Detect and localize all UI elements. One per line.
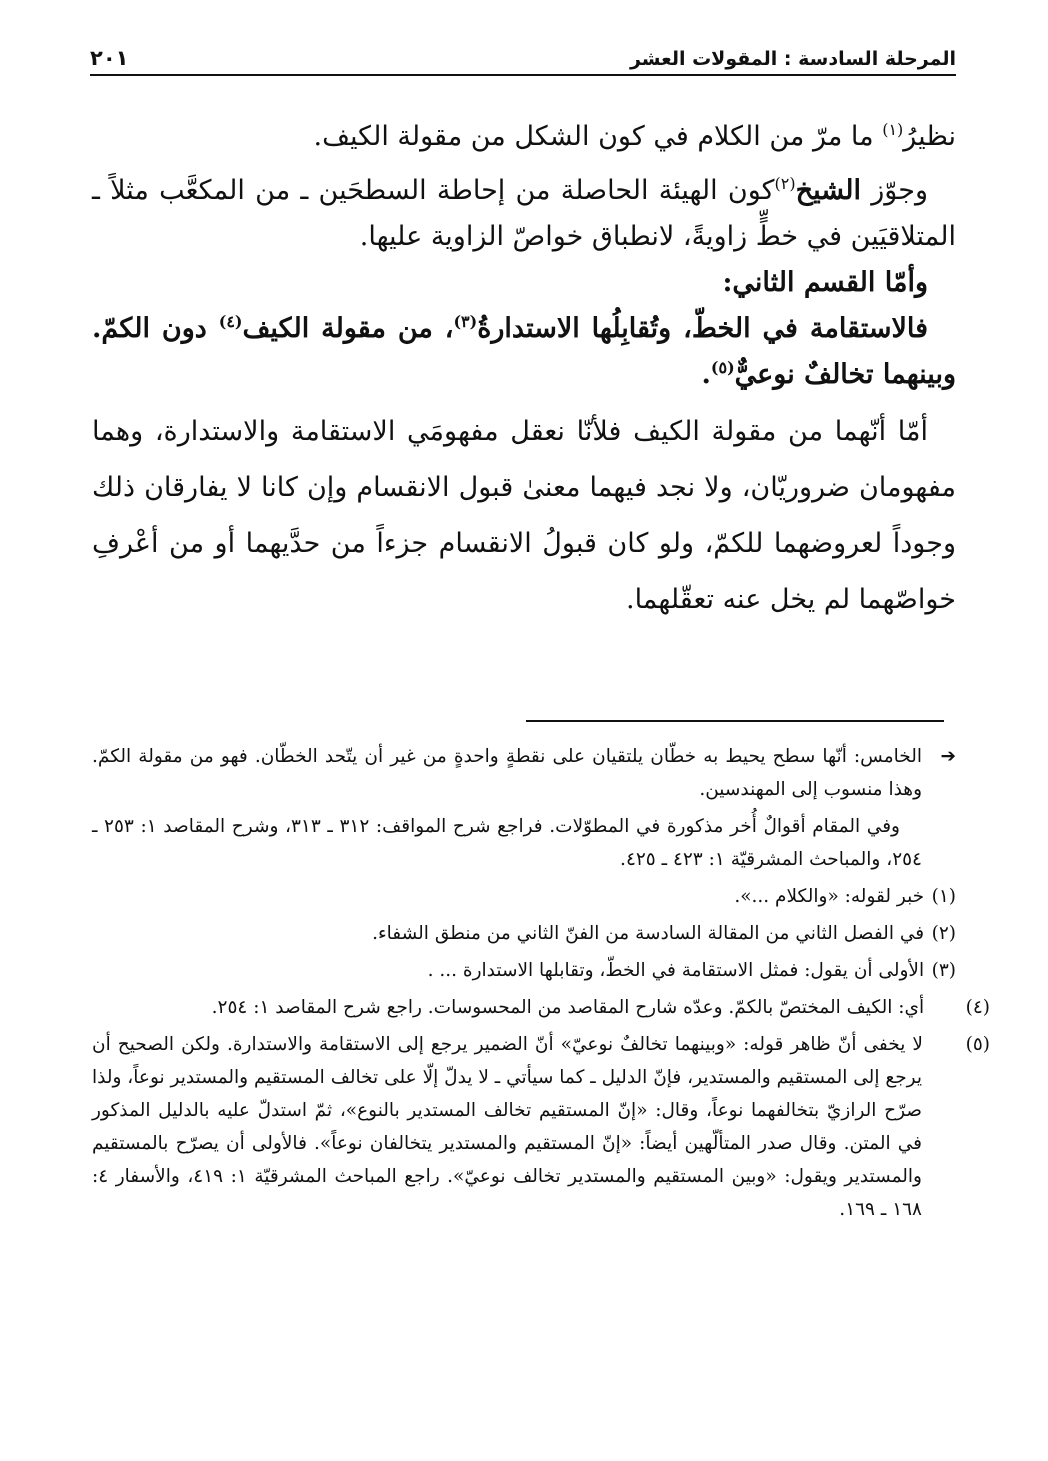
footnote-number: (٢) <box>931 923 956 944</box>
footnote-number: (٤) <box>965 997 990 1018</box>
footnote-ref-4: (٤) <box>218 312 243 331</box>
footnote-text: أي: الكيف المختصّ بالكمّ. وعدّه شارح المقاصد من المحسوسات. راجع شرح المقاصد ١: ٢٥٤. <box>211 997 925 1018</box>
continuation-arrow-icon: ➔ <box>940 746 956 767</box>
footnote-text: خبر لقوله: «والكلام ...». <box>734 886 925 907</box>
text-run: . <box>701 359 711 390</box>
footnote-text: الأولى أن يقول: فمثل الاستقامة في الخطّ، وتقابلها الاستدارة ... . <box>427 960 925 981</box>
footnote-ref-1: (١) <box>882 120 904 139</box>
running-head: المرحلة السادسة : المقولات العشر <box>629 48 956 70</box>
text-run: فالاستقامة في الخطّ، وتُقابِلُها الاستدارةُ <box>477 313 929 344</box>
text-run: ما مرّ من الكلام في كون الشكل من مقولة الكيف. <box>313 121 883 152</box>
paragraph-2 <box>92 168 956 260</box>
footnote-text: في الفصل الثاني من المقالة السادسة من الفنّ الثاني من منطق الشفاء. <box>372 923 925 944</box>
footnote-3 <box>92 954 956 987</box>
page-number: ٢٠١ <box>90 46 129 70</box>
footnote-number: (١) <box>931 886 956 907</box>
footnote-number: (٥) <box>965 1034 990 1055</box>
section-heading: وأمّا القسم الثاني: <box>722 267 928 298</box>
paragraph-3 <box>92 306 956 398</box>
footnote-number: (٣) <box>931 960 956 981</box>
footnote-ref-2: (٢) <box>774 174 796 193</box>
footnote-continuation: وفي المقام أقوالٌ أُخر مذكورة في المطوّلات. فراجع شرح المواقف: ٣١٢ ـ ٣١٣، وشرح المقاصد ١: ٢٥٣ ـ ٢٥٤، والمباحث المشرقيّة ١: ٤٢٣ ـ ٤٢٥. <box>92 816 922 870</box>
footnote-4 <box>92 991 990 1024</box>
text-run: كون الهيئة الحاصلة من إحاطة السطحَين ـ من المكعَّب مثلاً ـ المتلاقيَين في خطٍّ زاويةً، لانطباق خواصّ الزاوية عليها. <box>92 175 956 252</box>
paragraph-4: أمّا أنّهما من مقولة الكيف فلأنّا نعقل مفهومَي الاستقامة والاستدارة، وهما مفهومان ضروريّان، ولا نجد فيهما معنىٰ قبول الانقسام وإن كانا لا يفارقان ذلك وجوداً لعروضهما للكمّ، ولو كان قبولُ الانقسام جزءاً من حدَّيهما أو من أعْرفِ خواصّهما لم يخل عنه تعقّلهما. <box>92 416 956 615</box>
footnote-ref-3: (٣) <box>453 312 478 331</box>
footnote-separator <box>526 720 944 722</box>
footnote-2 <box>92 917 956 950</box>
page-header <box>90 38 956 76</box>
text-run: نظيرُ <box>903 121 956 152</box>
text-run: دون الكمّ. وبينهما تخالفٌ نوعيٌّ <box>92 313 956 390</box>
paragraph-1 <box>92 114 956 160</box>
footnote-5 <box>92 1028 990 1226</box>
footnote-continuation <box>92 740 956 806</box>
footnote-text: الخامس: أنّها سطح يحيط به خطّان يلتقيان على نقطةٍ واحدةٍ من غير أن يتّحد الخطّان. فهو من مقولة الكمّ. وهذا منسوب إلى المهندسين. <box>92 746 922 800</box>
text-run-bold: الشيخ <box>795 175 862 206</box>
footnote-text: لا يخفى أنّ ظاهر قوله: «وبينهما تخالفٌ نوعيّ» أنّ الضمير يرجع إلى الاستقامة والاستدارة. ولكن الصحيح أن يرجع إلى المستقيم والمستدير، فإنّ الدليل ـ كما سيأتي ـ لا يدلّ إلّا على تخالف المستقيم والمستدير نوعاً، ولذا صرّح الرازيّ بتخالفهما نوعاً، وقال: «إنّ المستقيم تخالف المستدير بالنوع»، ثمّ استدلّ عليه بالدليل المذكور في المتن. وقال صدر المتألّهين أيضاً: «إنّ المستقيم والمستدير يتخالفان نوعاً». فالأولى أن يصرّح بالمستقيم والمستدير ويقول: «وبين المستقيم والمستدير تخالف نوعيّ». راجع المباحث المشرقيّة ١: ٤١٩، والأسفار ٤: ١٦٨ ـ ١٦٩. <box>92 1034 923 1220</box>
footnote-ref-5: (٥) <box>710 358 735 377</box>
footnotes <box>92 740 990 1230</box>
text-run: ، من مقولة الكيف <box>242 313 454 344</box>
main-text <box>92 114 956 628</box>
footnote-1 <box>92 880 956 913</box>
text-run: وجوّز <box>861 175 928 206</box>
